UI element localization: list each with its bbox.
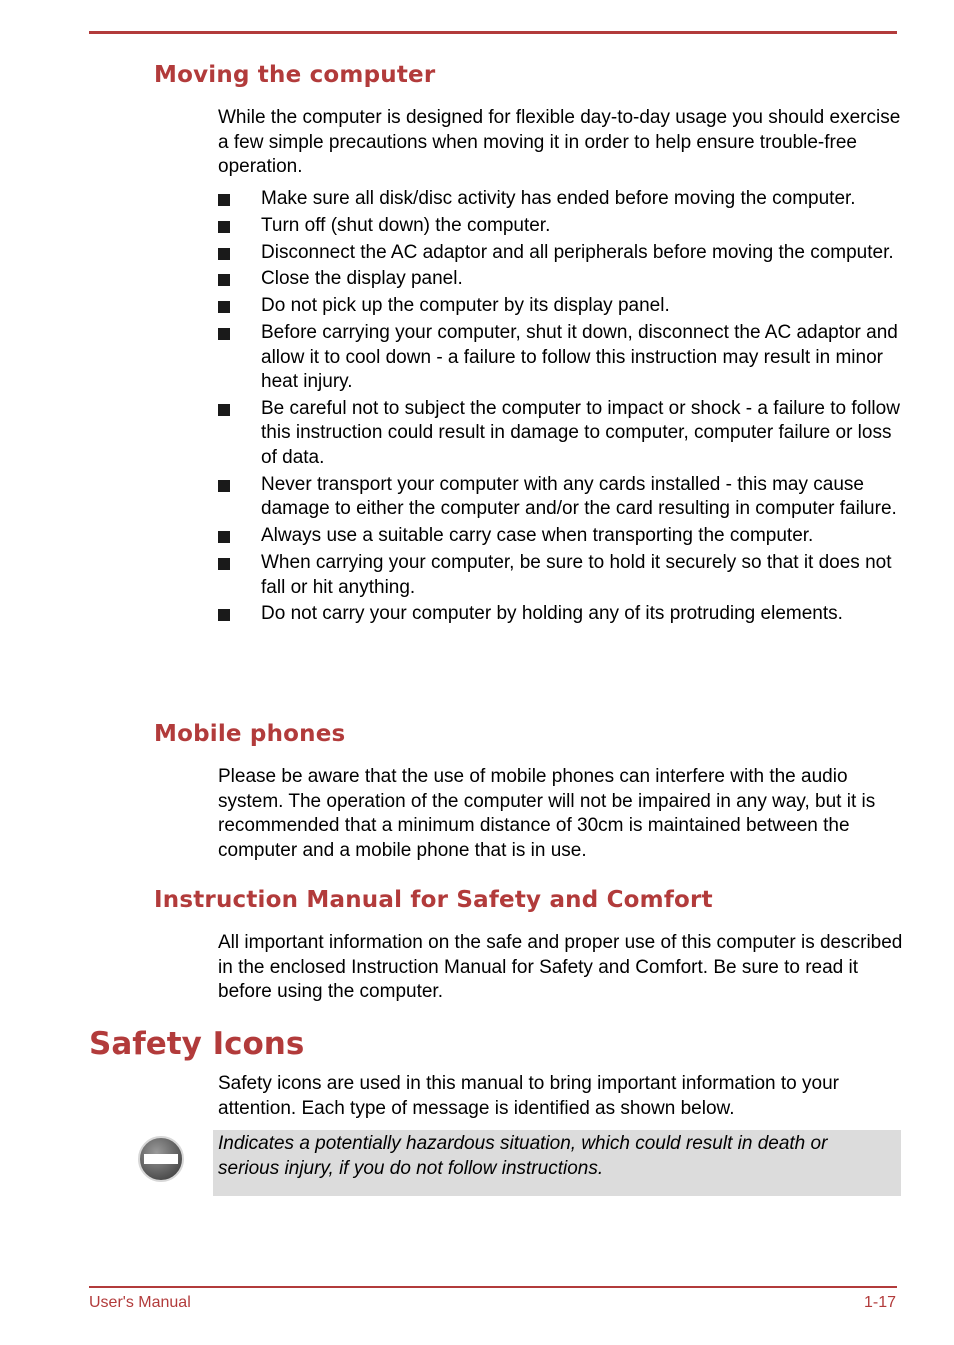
square-bullet-icon [218, 221, 230, 233]
square-bullet-icon [218, 274, 230, 286]
header-rule [89, 31, 897, 34]
bullet-item [218, 473, 908, 522]
bullet-item [218, 241, 908, 266]
bullet-text: When carrying your computer, be sure to hold it securely so that it does not fall or hit anything. [261, 552, 892, 598]
page-title-safety-icons: Safety Icons [89, 1026, 305, 1062]
section-heading-instruction-manual: Instruction Manual for Safety and Comfort [154, 887, 713, 913]
bullet-item [218, 214, 908, 239]
moving-bullet-list [218, 187, 908, 629]
bullet-text: Disconnect the AC adaptor and all peripherals before moving the computer. [261, 241, 894, 263]
square-bullet-icon [218, 404, 230, 416]
section-heading-mobile-phones: Mobile phones [154, 721, 346, 747]
bullet-text: Before carrying your computer, shut it down, disconnect the AC adaptor and allow it to cool down - a failure to follow this instruction may result in minor heat injury. [261, 321, 898, 393]
square-bullet-icon [218, 531, 230, 543]
square-bullet-icon [218, 194, 230, 206]
bullet-item [218, 524, 908, 549]
square-bullet-icon [218, 328, 230, 340]
square-bullet-icon [218, 480, 230, 492]
bullet-text: Turn off (shut down) the computer. [261, 214, 551, 236]
bullet-item [218, 294, 908, 319]
bullet-text: Do not carry your computer by holding any of its protruding elements. [261, 603, 843, 625]
bullet-text: Never transport your computer with any cards installed - this may cause damage to either the computer and/or the card resulting in computer failure. [261, 473, 897, 520]
moving-intro: While the computer is designed for flexible day-to-day usage you should exercise a few simple precautions when moving it in order to help ensure trouble-free operation. [218, 107, 901, 178]
bullet-text: Be careful not to subject the computer to impact or shock - a failure to follow this instruction could result in damage to computer, computer failure or loss of data. [261, 397, 900, 469]
square-bullet-icon [218, 609, 230, 621]
no-entry-icon [136, 1134, 186, 1184]
bullet-item [218, 187, 908, 212]
warning-note-box [213, 1130, 901, 1196]
bullet-text: Do not pick up the computer by its display panel. [261, 295, 670, 317]
section-heading-moving: Moving the computer [154, 62, 436, 88]
bullet-item [218, 267, 908, 292]
mobile-phones-body: Please be aware that the use of mobile phones can interfere with the audio system. The operation of the computer will not be impaired in any way, but it is recommended that a minimum distance of 30cm is maintained between the computer and a mobile phone that is in use. [218, 766, 876, 861]
square-bullet-icon [218, 301, 230, 313]
footer-page-number: 1-17 [863, 1294, 896, 1311]
footer-rule [89, 1286, 897, 1288]
bullet-text: Close the display panel. [261, 268, 463, 290]
safety-icons-body: Safety icons are used in this manual to bring important information to your attention. Each type of message is identified as shown below. [218, 1073, 839, 1119]
warning-note-text: Indicates a potentially hazardous situation, which could result in death or serious injury, if you do not follow instructions. [218, 1133, 828, 1179]
bullet-item [218, 397, 908, 471]
square-bullet-icon [218, 248, 230, 260]
footer-manual-title: User's Manual [89, 1294, 191, 1311]
instruction-manual-body: All important information on the safe and proper use of this computer is described in the enclosed Instruction Manual for Safety and Comfort. Be sure to read it before using the computer. [218, 932, 903, 1003]
bullet-item [218, 602, 908, 627]
square-bullet-icon [218, 558, 230, 570]
bullet-text: Always use a suitable carry case when transporting the computer. [261, 525, 814, 547]
bullet-text: Make sure all disk/disc activity has ended before moving the computer. [261, 188, 856, 209]
bullet-item [218, 551, 908, 600]
bullet-item [218, 321, 908, 395]
